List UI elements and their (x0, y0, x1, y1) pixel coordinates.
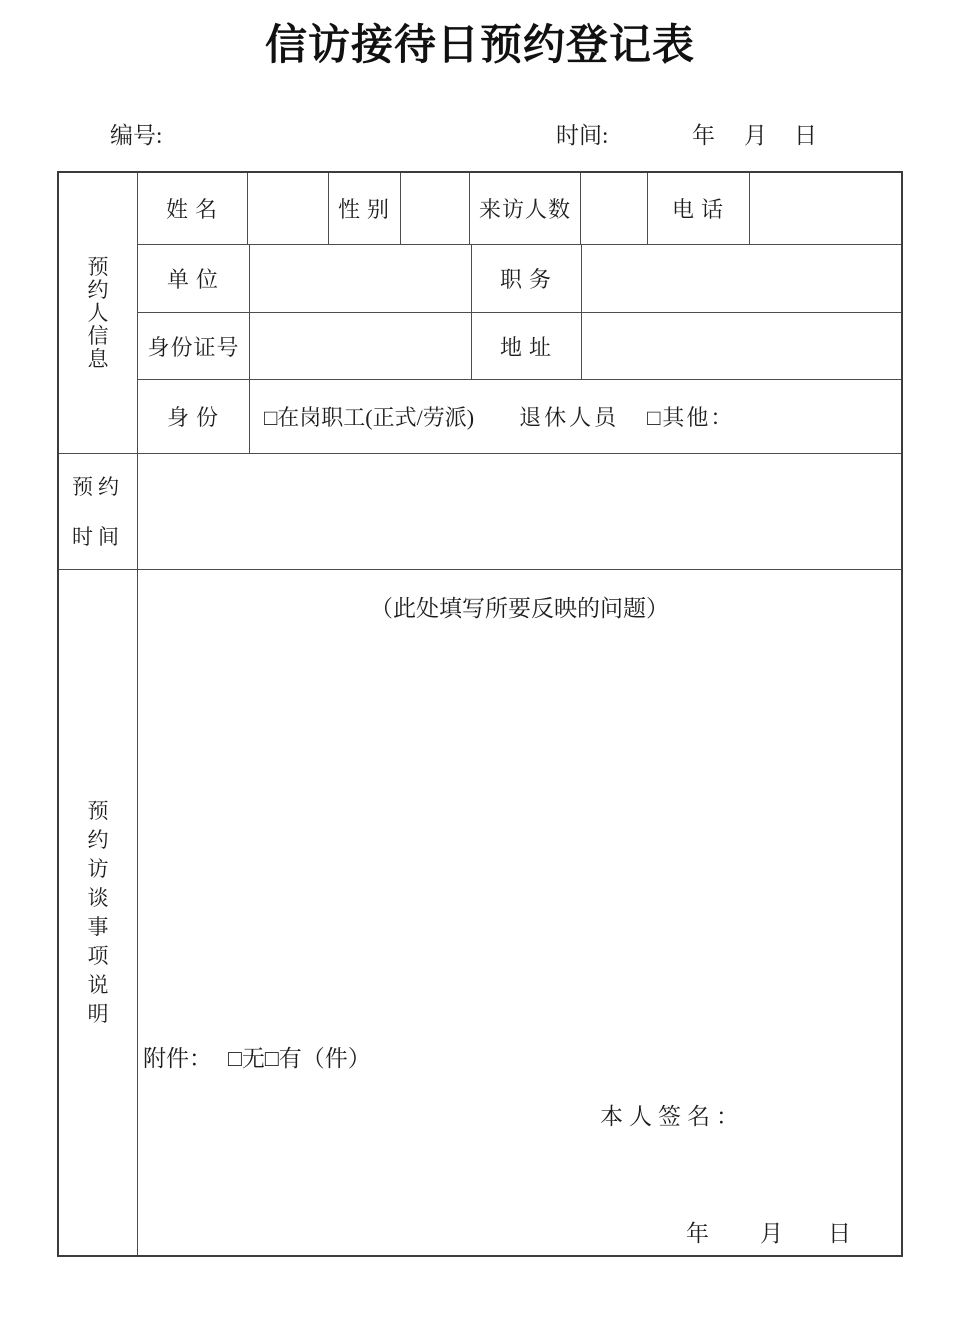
address-label-cell (472, 313, 582, 379)
matters-placeholder-text: （此处填写所要反映的问题） (370, 596, 669, 621)
signature-year-label: 年 (686, 1221, 709, 1246)
visitor-count-input-cell[interactable] (581, 173, 648, 244)
form-time-label: 时间: (556, 123, 609, 148)
id-number-label-cell (138, 313, 250, 379)
row-id-address (138, 313, 901, 380)
identity-label-cell (138, 380, 250, 453)
section-matters-label: 预约访谈事项说明 (87, 798, 109, 1026)
visitor-count-label: 来访人数 (478, 197, 571, 222)
name-input-cell[interactable] (248, 173, 329, 244)
form-number-label: 编号: (110, 123, 163, 148)
form-time-year-label: 年 (692, 123, 715, 148)
section-applicant-info-label: 预约人信息 (87, 254, 109, 371)
table-content (138, 173, 901, 1255)
page-title: 信访接待日预约登记表 (264, 23, 695, 69)
row-identity (138, 380, 901, 454)
attachment-line (143, 1040, 371, 1073)
section-applicant-info (59, 173, 137, 453)
phone-label-cell (648, 173, 750, 244)
id-number-label: 身份证号 (147, 334, 240, 360)
identity-checkbox-employee[interactable]: □在岗职工(正式/劳派) (264, 405, 475, 430)
identity-checkbox-other[interactable]: □其他： (647, 405, 735, 430)
name-label-cell (138, 173, 248, 244)
attachment-checkboxes[interactable]: □无□有（件） (228, 1046, 371, 1071)
row-unit-position (138, 245, 901, 313)
address-input-cell[interactable] (582, 313, 901, 379)
phone-label: 电话 (671, 197, 730, 222)
signature-day-label: 日 (828, 1221, 851, 1246)
position-input-cell[interactable] (582, 245, 901, 312)
phone-input-cell[interactable] (750, 173, 901, 244)
name-label: 姓名 (165, 197, 224, 222)
registration-table (57, 171, 903, 1257)
gender-label: 性别 (337, 197, 396, 222)
unit-label: 单位 (166, 267, 225, 292)
gender-label-cell (329, 173, 401, 244)
visitor-count-label-cell (470, 173, 581, 244)
position-label-cell (472, 245, 582, 312)
section-appointment-time-label: 预约时间 (72, 474, 124, 549)
form-time-month-label: 月 (744, 123, 767, 148)
row-appointment-time (138, 454, 901, 570)
appointment-time-input-cell[interactable] (138, 454, 901, 569)
section-header-column (59, 173, 138, 1255)
row-name-gender-phone (138, 173, 901, 245)
section-appointment-time (59, 453, 137, 569)
position-label: 职务 (499, 267, 558, 292)
identity-option-retired[interactable]: 退休人员 (519, 405, 620, 430)
row-matters[interactable] (138, 570, 901, 1255)
attachment-label: 附件： (143, 1046, 212, 1071)
address-label: 地址 (499, 334, 558, 360)
identity-options-cell (250, 380, 901, 453)
unit-label-cell (138, 245, 250, 312)
section-matters (59, 569, 137, 1255)
id-number-input-cell[interactable] (250, 313, 472, 379)
unit-input-cell[interactable] (250, 245, 472, 312)
signature-month-label: 月 (760, 1221, 783, 1246)
identity-label: 身份 (166, 405, 225, 430)
gender-input-cell[interactable] (401, 173, 470, 244)
signature-label: 本人签名： (600, 1104, 745, 1129)
form-time-day-label: 日 (794, 123, 817, 148)
